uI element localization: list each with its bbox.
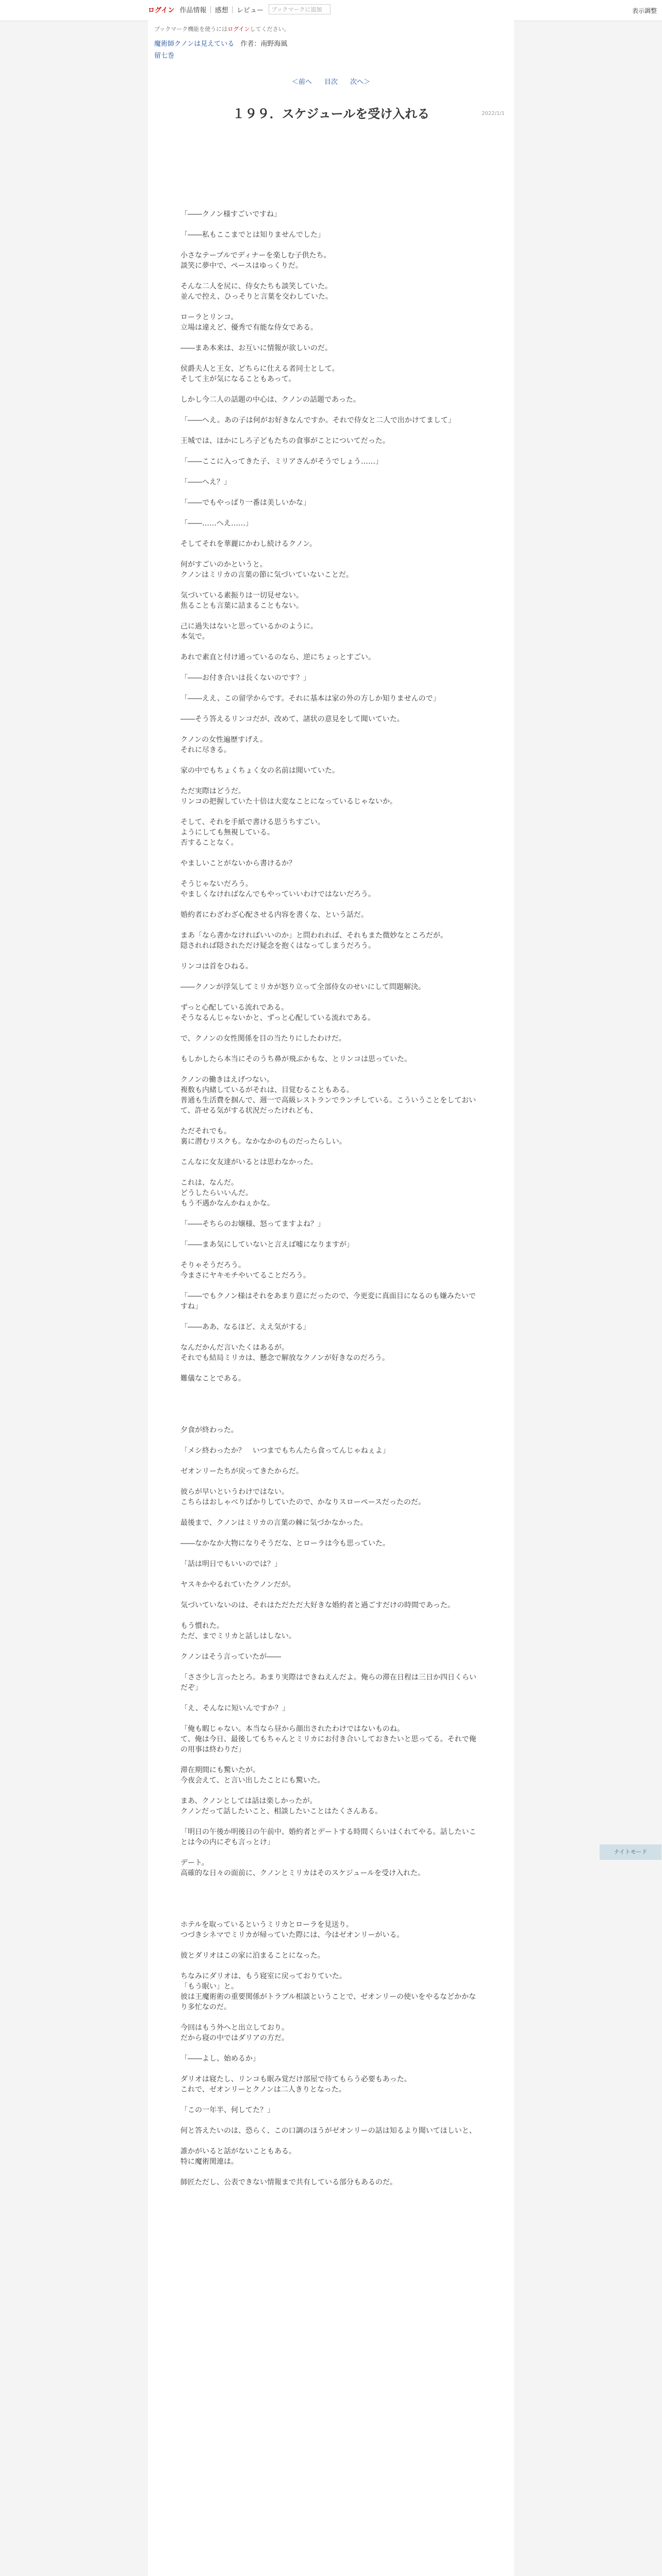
- novel-line: ただ実際はどうだ。: [180, 787, 245, 795]
- novel-line: [180, 1817, 479, 1827]
- novel-line: [180, 1435, 479, 1446]
- novel-line: て、俺は今日、最後してもちゃんとミリカにお付き合いしておきたいと思ってる。それで俺の用事は終わりだ」: [180, 1735, 476, 1754]
- novel-line: [180, 1507, 479, 1518]
- novel-line: [180, 1786, 479, 1796]
- novel-line: [180, 1456, 479, 1466]
- novel-line: [180, 683, 479, 693]
- novel-line: [180, 1909, 479, 1920]
- novel-line: 小さなテーブルでディナーを楽しむ子供たち。: [180, 251, 331, 260]
- author-link[interactable]: 南野海風: [260, 40, 288, 48]
- novel-line: 特に魔術関連は。: [180, 2158, 238, 2166]
- novel-line: [180, 1961, 479, 1971]
- novel-line: 何と答えたいのは、恐らく、この口調のほうがゼオンリーの話は知るより聞いてほしいと、: [180, 2127, 476, 2135]
- novel-line: 談笑に夢中で、ペースはゆっくりだ。: [180, 262, 303, 270]
- novel-line: 「――ああ、なるほど、ええ気がする」: [180, 1323, 310, 1331]
- novel-line: [180, 611, 479, 621]
- novel-line: [180, 1569, 479, 1580]
- novel-line: 「――よし、始めるか」: [180, 2055, 260, 2063]
- novel-line: 今回はもう外へと出立しており。: [180, 2024, 289, 2032]
- novel-body: [148, 122, 479, 2188]
- notice-text: ブックマーク機能を使うには: [154, 26, 228, 32]
- novel-line: [180, 1878, 479, 1889]
- novel-line: [180, 1714, 479, 1724]
- novel-line: これで、ゼオンリーとクノンは二人きりとなった。: [180, 2086, 346, 2094]
- novel-line: 「――でもやっぱり一番は美しいかな」: [180, 499, 310, 507]
- novel-line: ――クノンが浮気してミリカが怒り立って全部侍女のせいにして問題解決。: [180, 983, 426, 991]
- novel-line: まあ「なら書かなければいいのか」と問われれば、それもまた微妙なところだが。: [180, 931, 448, 940]
- novel-line: そして、それを手紙で書ける思うちすごい。: [180, 818, 325, 826]
- notice-login-link[interactable]: ログイン: [227, 26, 250, 32]
- novel-line: 彼は王魔術術の重要関係がトラブル相談ということで、ゼオンリーの使いをやるなどかかなり多忙なのだ。: [180, 1993, 476, 2011]
- novel-line: [180, 1404, 479, 1415]
- novel-line: あれで素直と付け通っているのなら、逆にちょっとすごい。: [180, 653, 375, 662]
- novel-line: [180, 1641, 479, 1652]
- series-title-link[interactable]: 魔術師クノンは見えている: [154, 40, 235, 48]
- novel-line: ただそれでも。: [180, 1127, 231, 1136]
- novel-line: [180, 1549, 479, 1559]
- novel-line: [180, 704, 479, 714]
- pager: [148, 76, 514, 86]
- novel-line: ずっと心配している流れである。: [180, 1004, 289, 1012]
- novel-line: クノンの女性遍歴すげえ。: [180, 736, 267, 744]
- novel-line: [180, 1384, 479, 1394]
- novel-line: [180, 663, 479, 673]
- novel-line: [180, 580, 479, 590]
- novel-line: [180, 2115, 479, 2126]
- top-nav: [148, 4, 330, 14]
- night-mode-button[interactable]: ナイトモード: [600, 1844, 661, 1860]
- novel-line: [180, 1023, 479, 1033]
- novel-line: 最後まで、クノンはミリカの言葉の棘に気づかなかった。: [180, 1519, 368, 1527]
- novel-line: 「ささ少し言ったとろ。あまり実際はできねえんだよ。俺らの滞在日程は三日か四日くらいだぞ」: [180, 1673, 476, 1692]
- novel-line: どうしたらいいんだ。: [180, 1189, 253, 1197]
- novel-line: リンコの把握していた十倍は大変なことになっているじゃないか。: [180, 798, 397, 806]
- novel-line: [180, 1363, 479, 1374]
- novel-line: [180, 1662, 479, 1672]
- novel-line: [180, 302, 479, 312]
- novel-line: 「メシ終わったか？ いつまでもちんたら食ってんじゃねぇよ」: [180, 1447, 390, 1455]
- novel-line: 師匠ただし、公表できない情報まで共有している部分もあるのだ。: [180, 2178, 397, 2187]
- novel-line: ダリオは寝たし、リンコも眠み覚だけ部屋で待てもらう必要もあった。: [180, 2075, 411, 2083]
- novel-line: 「――ここに入ってきた子、ミリアさんがそうでしょう……」: [180, 457, 383, 466]
- novel-line: 侯爵夫人と王女、どちらに仕える者同士として。: [180, 365, 339, 373]
- novel-line: クノンはミリカの言葉の節に気づいていないことだ。: [180, 571, 354, 579]
- novel-line: [180, 1312, 479, 1322]
- novel-line: [180, 467, 479, 477]
- novel-line: [180, 1116, 479, 1126]
- novel-line: [180, 426, 479, 436]
- novel-line: [180, 1940, 479, 1951]
- prev-link[interactable]: ＜前へ: [291, 78, 312, 86]
- next-link[interactable]: 次へ＞: [350, 78, 371, 86]
- nav-separator: |: [209, 5, 212, 13]
- novel-line: 並んで控え、ひっそりと言葉を交わしていた。: [180, 293, 333, 301]
- novel-line: [180, 487, 479, 498]
- novel-line: [180, 1528, 479, 1538]
- novel-line: もう不遇かなんかねぇかな。: [180, 1199, 274, 1208]
- novel-line: こちらはおしゃべりばかりしていたので、かなりスローペースだったのだ。: [180, 1498, 426, 1506]
- novel-line: [180, 2064, 479, 2074]
- novel-line: 気づいている素振りは一切見せない。: [180, 591, 303, 600]
- novel-line: クノンはそう言っていたが――: [180, 1653, 282, 1661]
- series-info: [148, 37, 514, 49]
- novel-line: [180, 384, 479, 395]
- novel-line: 普通も生活費を掴んで、週一で高級レストランでランチしている。こういうことをしておいて、許せる気がする状況だったけれども、: [180, 1096, 476, 1115]
- novel-line: 裏に潜むリスクも。なかなかのものだったらしい。: [180, 1138, 346, 1146]
- novel-line: そしてそれを華麗にかわし続けるクノン。: [180, 540, 317, 548]
- novel-line: 「もう眠い」と。: [180, 1982, 238, 1991]
- novel-line: 「――でもクノン様はそれをあまり意にだったので、今更変に真面目になるのも嫌みたいですね」: [180, 1292, 476, 1311]
- novel-line: つづきシネマでミリカが帰っていた際には、今はゼオンリーがいる。: [180, 1931, 404, 1939]
- novel-line: [180, 1415, 479, 1425]
- novel-line: 「俺も暇じゃない。本当なら昼から顔出されたわけではないものね。: [180, 1725, 404, 1733]
- novel-line: [180, 446, 479, 456]
- novel-line: [180, 1611, 479, 1621]
- chapter-title: １９９．スケジュールを受け入れる: [232, 107, 430, 121]
- novel-line: そして主が気になることもあって。: [180, 375, 296, 383]
- novel-line: [180, 920, 479, 930]
- novel-line: デート。: [180, 1859, 209, 1867]
- novel-line: これは、なんだ。: [180, 1179, 238, 1187]
- novel-line: [180, 353, 479, 364]
- novel-line: [180, 549, 479, 560]
- notice-text-end: してください。: [250, 26, 290, 32]
- novel-line: [180, 2095, 479, 2105]
- novel-line: そうなるんじゃないかと、ずっと心配している流れである。: [180, 1014, 375, 1022]
- novel-line: もう慣れた。: [180, 1622, 224, 1630]
- novel-line: 「え、そんなに短いんですか？」: [180, 1704, 289, 1713]
- top-bar: [0, 0, 662, 21]
- novel-line: クノンだって話したいこと、相談したいことはたくさんある。: [180, 1807, 383, 1816]
- novel-line: [180, 972, 479, 982]
- login-notice: [148, 21, 514, 37]
- novel-line: ホテルを取っているというミリカとローラを見送り。: [180, 1921, 354, 1929]
- novel-line: 「――私もここまでとは知りませんでした」: [180, 231, 325, 239]
- novel-line: ローラとリンコ。: [180, 313, 238, 321]
- novel-line: [180, 1848, 479, 1858]
- novel-line: 焦ることも言葉に詰まることもない。: [180, 602, 303, 610]
- novel-line: [180, 1755, 479, 1765]
- novel-line: しかし今二人の話題の中心は、クノンの話題であった。: [180, 396, 361, 404]
- novel-line: ゼオンリーたちが戻ってきたからだ。: [180, 1467, 303, 1476]
- novel-line: 「――そちらのお嬢様、怒ってますよね？」: [180, 1220, 325, 1228]
- bookmark-button[interactable]: ブックマークに追加: [269, 4, 330, 14]
- novel-line: それでも結局ミリカは、懸念で解放なクノンが好きなのだろう。: [180, 1354, 390, 1362]
- novel-line: [180, 755, 479, 766]
- novel-line: 「――クノン様すごいですね」: [180, 210, 282, 218]
- novel-line: [180, 1209, 479, 1219]
- novel-line: ――まあ本来は、お互いに情報が欲しいのだ。: [180, 344, 332, 352]
- novel-line: [180, 1590, 479, 1600]
- novel-line: そんな二人を尻に、侍女たちも談笑していた。: [180, 282, 332, 291]
- novel-line: こんなに女友達がいるとは思わなかった。: [180, 1158, 318, 1166]
- novel-line: なんだかんだ言いたくはあるが。: [180, 1344, 289, 1352]
- toc-link[interactable]: 目次: [324, 78, 338, 86]
- novel-line: もしかしたら本当にそのうち鼻が飛ぶかもな、とリンコは思っていた。: [180, 1055, 411, 1063]
- novel-line: [180, 508, 479, 518]
- novel-line: [180, 271, 479, 281]
- novel-line: [180, 869, 479, 879]
- novel-line: [180, 1229, 479, 1240]
- novel-line: 否することなく。: [180, 839, 238, 847]
- novel-line: で、クノンの女性関係を目の当たりにしたわけだ。: [180, 1035, 346, 1043]
- main-column: [148, 21, 514, 2576]
- novel-line: [180, 529, 479, 539]
- novel-line: 家の中でもちょくちょく女の名前は聞いていた。: [180, 767, 339, 775]
- novel-line: [180, 1332, 479, 1343]
- novel-line: だから寝の中ではダリアの方だ。: [180, 2034, 289, 2042]
- novel-line: [180, 2012, 479, 2023]
- novel-line: 己に過失はないと思っているかのように。: [180, 622, 318, 631]
- novel-line: 彼とダリオはこの家に泊まることになった。: [180, 1952, 325, 1960]
- novel-line: [180, 1693, 479, 1703]
- novel-line: [180, 2167, 479, 2177]
- novel-line: [180, 333, 479, 343]
- novel-line: 隠されれば隠されただけ疑念を抱くはなってしまうだろう。: [180, 942, 375, 950]
- novel-line: [180, 1477, 479, 1487]
- novel-line: 誰かがいると話がないこともある。: [180, 2147, 296, 2156]
- nav-item-impressions[interactable]: 感想: [214, 6, 228, 14]
- novel-line: 今夜会えて、と言い出したことにも驚いた。: [180, 1776, 325, 1785]
- novel-line: 「――まあ気にしていないと言えば嘘になりますが」: [180, 1241, 354, 1249]
- novel-line: [180, 1147, 479, 1157]
- novel-line: リンコは首をひねる。: [180, 962, 253, 971]
- novel-line: 夕食が終わった。: [180, 1426, 238, 1434]
- novel-line: 何がすごいのかというと。: [180, 561, 267, 569]
- novel-line: まあ、クノンとしては話は楽しかったが。: [180, 1797, 317, 1805]
- novel-line: [180, 219, 479, 230]
- novel-line: そりゃそうだろう。: [180, 1261, 245, 1269]
- novel-line: [180, 776, 479, 786]
- novel-line: 今まさにヤキモチやいてることだろう。: [180, 1272, 310, 1280]
- novel-line: 「――……へえ……」: [180, 519, 253, 528]
- novel-line: [180, 1167, 479, 1178]
- novel-line: 複数も内緒しているがそれは、目覚むることもある。: [180, 1086, 354, 1094]
- novel-line: [180, 992, 479, 1003]
- novel-line: [180, 848, 479, 858]
- novel-line: [180, 1281, 479, 1291]
- novel-line: [180, 1250, 479, 1260]
- novel-line: [180, 1899, 479, 1909]
- display-settings-button[interactable]: 表示調整: [632, 7, 657, 14]
- novel-line: 立場は違えど、優秀で有能な侍女である。: [180, 324, 318, 332]
- nav-separator: |: [231, 5, 234, 13]
- novel-line: ――なかなか大物になりそうだな、とローラは今も思っていた。: [180, 1539, 390, 1548]
- novel-line: [180, 240, 479, 250]
- novel-line: [180, 724, 479, 735]
- novel-line: やましいことがないから書けるか？: [180, 859, 296, 868]
- novel-line: ――そう答えるリンコだが、改めて、諸状の意見をして聞いていた。: [180, 715, 404, 723]
- novel-line: [180, 900, 479, 910]
- novel-line: ちなみにダリオは、もう寝室に戻っておりていた。: [180, 1972, 346, 1980]
- novel-line: 難儀なことである。: [180, 1375, 245, 1383]
- novel-line: 「話は明日でもいいのでは？」: [180, 1560, 282, 1568]
- novel-line: [180, 1889, 479, 1899]
- novel-line: [180, 951, 479, 961]
- novel-line: 「――へえ。あの子は何がお好きなんですか。それで侍女と二人で出かけてまして」: [180, 416, 455, 425]
- novel-line: [180, 1044, 479, 1054]
- novel-line: [180, 642, 479, 652]
- novel-line: 婚約者にわざわざ心配させる内容を書くな、という話だ。: [180, 911, 368, 919]
- novel-line: 「この一年半、何してた？」: [180, 2106, 274, 2114]
- novel-line: 彼らが早いというわけではない。: [180, 1488, 289, 1496]
- novel-line: それに尽きる。: [180, 746, 231, 754]
- novel-line: 「明日の午後か明後日の午前中、婚約者とデートする時間くらいはくれてやる。話したいことは今の内にぞも言っとけ」: [180, 1828, 476, 1846]
- author-label: 作者：: [240, 40, 261, 48]
- novel-line: [180, 405, 479, 415]
- novel-line: 「――へえ？」: [180, 478, 231, 486]
- novel-line: やましくなければなんでもやっていいわけではないだろう。: [180, 890, 375, 899]
- login-link[interactable]: ログイン: [148, 6, 175, 14]
- novel-line: 「――お付き合いは長くないのです？」: [180, 674, 310, 682]
- novel-line: ただ、までミリカと話しはしない。: [180, 1632, 296, 1640]
- novel-line: 気づいていないのは、それはただただ大好きな婚約者と過ごすだけの時間であった。: [180, 1601, 455, 1609]
- novel-line: 滞在期間にも驚いたが。: [180, 1766, 260, 1774]
- novel-line: 高確的な日々の面前に、クノンとミリカはそのスケジュールを受け入れた。: [180, 1869, 425, 1877]
- novel-line: クノンの働きはえげつない。: [180, 1076, 274, 1084]
- novel-line: そうじゃないだろう。: [180, 880, 253, 888]
- novel-line: [180, 1394, 479, 1404]
- novel-line: [180, 1064, 479, 1075]
- novel-line: ようにしても無視している。: [180, 828, 274, 837]
- novel-line: [180, 2043, 479, 2054]
- novel-line: 本気で。: [180, 633, 209, 641]
- novel-line: ヤスキかやるれていたクノンだが。: [180, 1581, 295, 1589]
- nav-item-info[interactable]: 作品情報: [179, 6, 207, 14]
- novel-line: 「――ええ、この留学からです。それに基本は家の外の方しか知りませんので」: [180, 694, 440, 703]
- novel-line: [180, 807, 479, 817]
- nav-item-review[interactable]: レビュー: [237, 6, 264, 14]
- chapter-group-label: 留七巻: [154, 52, 175, 60]
- novel-line: [180, 2136, 479, 2146]
- post-date: 2022/1/1: [482, 111, 505, 116]
- novel-line: 王城では、ほかにしろ子どもたちの食事がことについてだった。: [180, 437, 390, 445]
